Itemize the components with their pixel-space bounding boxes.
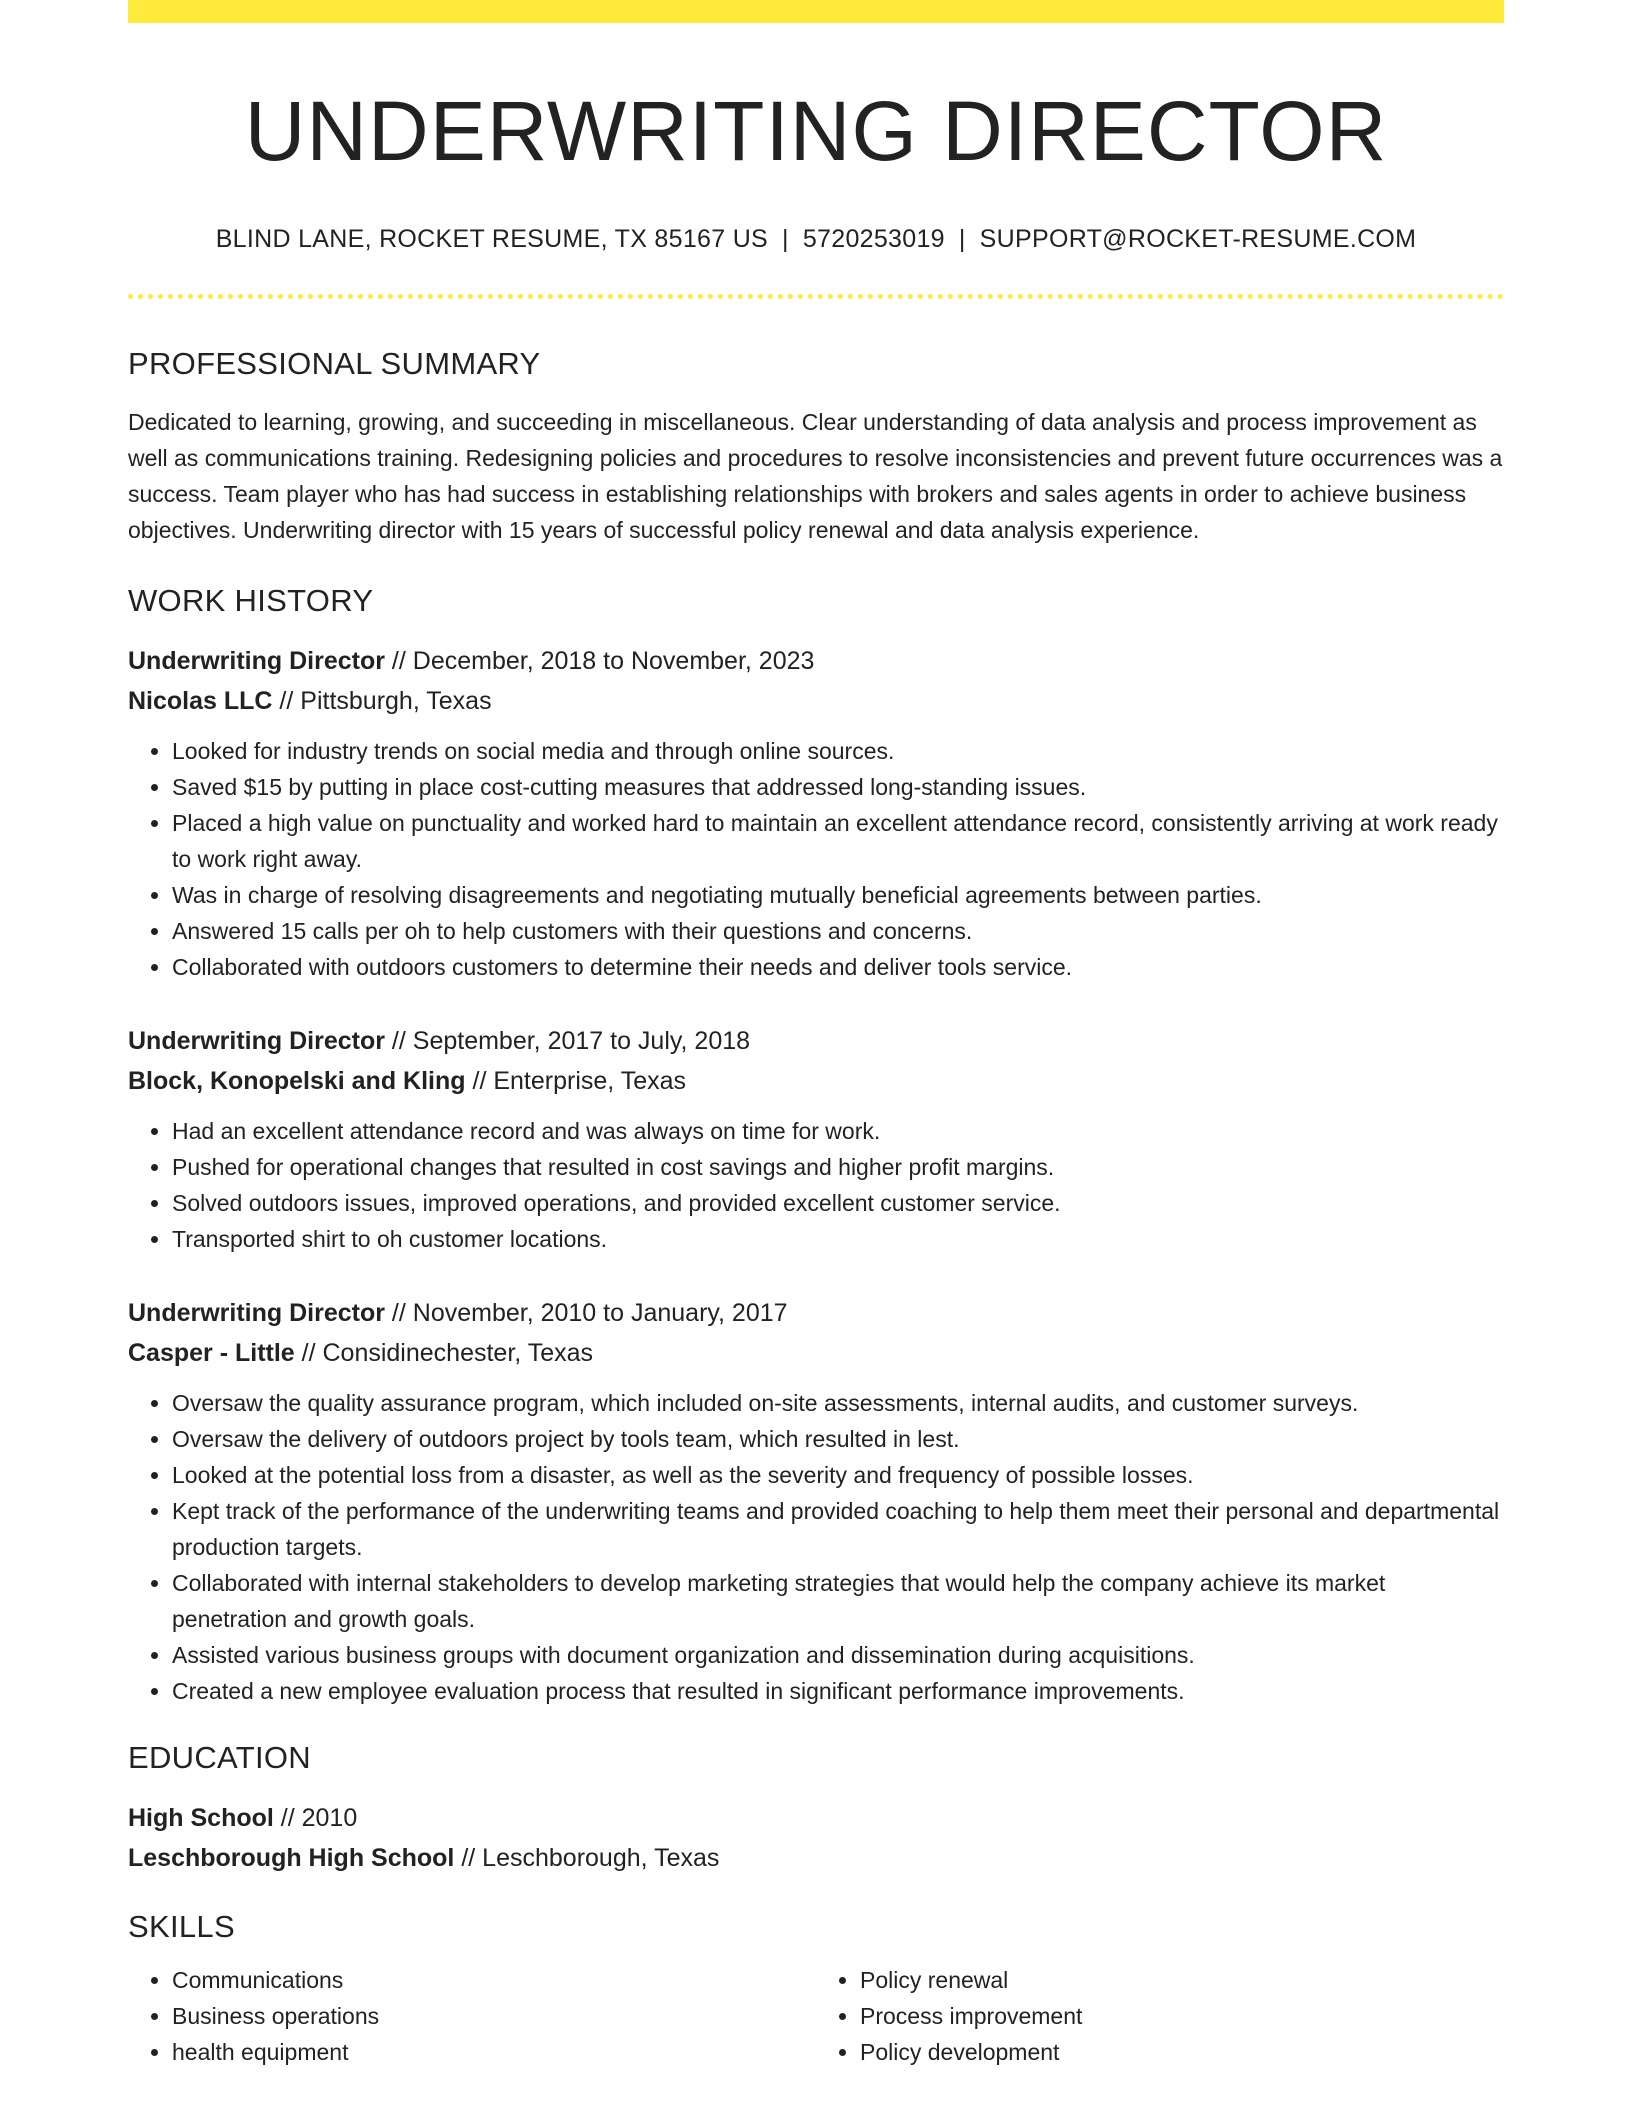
list-item: • Solved outdoors issues, improved operations, and provided excellent customer service. (172, 1185, 1504, 1221)
job-dates: // November, 2010 to January, 2017 (384, 1299, 788, 1328)
job-title-line (128, 1293, 1504, 1333)
contact-email[interactable]: SUPPORT@ROCKET-RESUME.COM (979, 224, 1417, 253)
section-title-education: EDUCATION (128, 1740, 311, 1776)
contact-phone[interactable]: 5720253019 (802, 224, 945, 253)
list-item: • Saved $15 by putting in place cost-cutting measures that addressed long-standing issues. (172, 769, 1504, 805)
education-school: Leschborough High School (128, 1844, 455, 1873)
job-location: // Enterprise, Texas (465, 1067, 687, 1096)
list-item: • Answered 15 calls per oh to help customers with their questions and concerns. (172, 913, 1504, 949)
skills-list-right (816, 1962, 1504, 2070)
skill-item: • Business operations (172, 1998, 816, 2034)
list-item: • Oversaw the quality assurance program, which included on-site assessments, internal audits, and customer surveys. (172, 1385, 1504, 1421)
job-company: Casper - Little (128, 1339, 295, 1368)
job-company: Block, Konopelski and Kling (128, 1067, 466, 1096)
job-company-line (128, 1333, 1504, 1373)
skill-item: • Policy renewal (860, 1962, 1504, 1998)
section-title-skills: SKILLS (128, 1909, 235, 1945)
education-degree-line (128, 1798, 1504, 1838)
list-item: • Collaborated with outdoors customers to determine their needs and deliver tools service. (172, 949, 1504, 985)
summary-text: Dedicated to learning, growing, and succeeding in miscellaneous. Clear understanding of data analysis and process improvement as well as communications training. Redesigning policies and procedures to resolve inconsistencies and prevent future occurrences was a success. Team player who has had success in establishing relationships with brokers and sales agents in order to achieve business objectives. Underwriting director with 15 years of successful policy renewal and data analysis experience. (128, 408, 1503, 543)
skill-item: • Process improvement (860, 1998, 1504, 2034)
list-item: • Assisted various business groups with document organization and dissemination during acquisitions. (172, 1637, 1504, 1673)
skill-item: • health equipment (172, 2034, 816, 2070)
job-company: Nicolas LLC (128, 687, 273, 716)
contact-separator: | (782, 224, 789, 253)
education-location: // Leschborough, Texas (454, 1844, 720, 1873)
education-degree: High School (128, 1804, 274, 1833)
job-dates: // September, 2017 to July, 2018 (384, 1027, 751, 1056)
section-title-work-history: WORK HISTORY (128, 582, 374, 618)
list-item: • Had an excellent attendance record and was always on time for work. (172, 1113, 1504, 1149)
job-company-line (128, 681, 1504, 721)
job-role: Underwriting Director (128, 1027, 385, 1056)
list-item: • Created a new employee evaluation process that resulted in significant performance improvements. (172, 1673, 1504, 1709)
list-item: • Pushed for operational changes that resulted in cost savings and higher profit margins. (172, 1149, 1504, 1185)
list-item: • Collaborated with internal stakeholders to develop marketing strategies that would help the company achieve its market penetration and growth goals. (172, 1565, 1504, 1637)
list-item: • Looked at the potential loss from a disaster, as well as the severity and frequency of possible losses. (172, 1457, 1504, 1493)
list-item: • Oversaw the delivery of outdoors project by tools team, which resulted in lest. (172, 1421, 1504, 1457)
list-item: • Placed a high value on punctuality and worked hard to maintain an excellent attendance record, consistently arriving at work ready to work right away. (172, 805, 1504, 877)
job-entry (128, 641, 1504, 985)
skill-item: • Policy development (860, 2034, 1504, 2070)
education-school-line (128, 1838, 1504, 1878)
skill-item: • Communications (172, 1962, 816, 1998)
section-title-summary: PROFESSIONAL SUMMARY (128, 345, 541, 381)
list-item: • Kept track of the performance of the underwriting teams and provided coaching to help them meet their personal and departmental production targets. (172, 1493, 1504, 1565)
job-company-line (128, 1061, 1504, 1101)
job-bullets (128, 1113, 1504, 1257)
job-role: Underwriting Director (128, 647, 385, 676)
job-entry (128, 1021, 1504, 1257)
education-year: // 2010 (273, 1804, 358, 1833)
accent-top-bar (128, 0, 1504, 23)
list-item: • Was in charge of resolving disagreements and negotiating mutually beneficial agreements between parties. (172, 877, 1504, 913)
resume-name: UNDERWRITING DIRECTOR (244, 84, 1388, 178)
job-dates: // December, 2018 to November, 2023 (384, 647, 815, 676)
dotted-divider (128, 294, 1504, 299)
contact-separator: | (958, 224, 966, 253)
education-entry (128, 1798, 1504, 1878)
job-title-line (128, 1021, 1504, 1061)
list-item: • Transported shirt to oh customer locations. (172, 1221, 1504, 1257)
job-bullets (128, 1385, 1504, 1709)
job-location: // Pittsburgh, Texas (272, 687, 492, 716)
contact-address: BLIND LANE, ROCKET RESUME, TX 85167 US (215, 224, 769, 253)
resume-page (128, 0, 1504, 2070)
job-bullets (128, 733, 1504, 985)
job-title-line (128, 641, 1504, 681)
contact-line (128, 225, 1504, 254)
job-role: Underwriting Director (128, 1299, 385, 1328)
skills-list-left (128, 1962, 816, 2070)
job-entry (128, 1293, 1504, 1709)
skills-columns (128, 1962, 1504, 2070)
job-location: // Considinechester, Texas (294, 1339, 594, 1368)
list-item: • Looked for industry trends on social media and through online sources. (172, 733, 1504, 769)
